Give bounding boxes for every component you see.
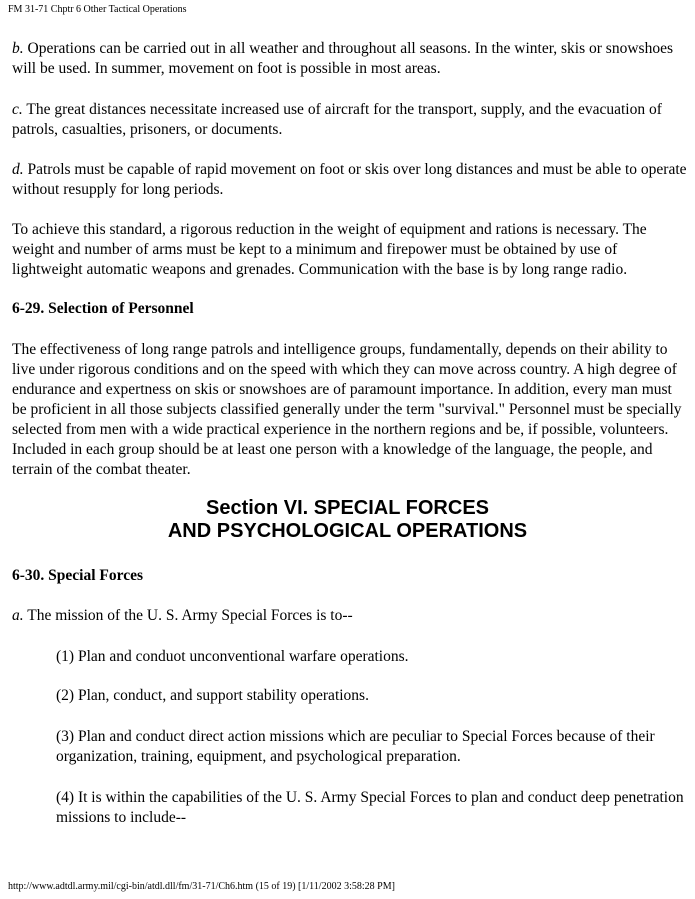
- page-header: FM 31-71 Chptr 6 Other Tactical Operations: [8, 4, 187, 15]
- paragraph-c-text: The great distances necessitate increased use of aircraft for the transport, supply, and the evacuation of patrols, casualties, prisoners, or documents.: [12, 101, 662, 138]
- mission-item-3: (3) Plan and conduct direct action missions which are peculiar to Special Forces because of their organization, training, equipment, and psychological preparation.: [56, 728, 655, 765]
- paragraph-b-lead: b.: [12, 40, 24, 57]
- paragraph-mission-lead: a.: [12, 607, 24, 624]
- section-title-line-1: Section VI. SPECIAL FORCES: [205, 497, 490, 519]
- paragraph-c-lead: c.: [12, 101, 23, 118]
- paragraph-d-text: Patrols must be capable of rapid movement on foot or skis over long distances and must be able to operate without resupply for long periods.: [12, 161, 687, 198]
- paragraph-d-lead: d.: [12, 161, 24, 178]
- paragraph-personnel: The effectiveness of long range patrols and intelligence groups, fundamentally, depends on their ability to live under rigorous conditions and on the speed with which they can move across country. A high degree of endurance and expertness on skis or snowshoes are of paramount importance. In addition, every man must be proficient in all those subjects classified generally under the term "survival." Personnel must be specially selected from men with a wide practical experience in the northern regions and be, if possible, volunteers. Included in each group should be at least one person with a knowledge of the language, the people, and terrain of the combat theater.: [12, 341, 682, 478]
- heading-selection-of-personnel: 6-29. Selection of Personnel: [12, 300, 194, 317]
- paragraph-standard: To achieve this standard, a rigorous reduction in the weight of equipment and rations is necessary. The weight and number of arms must be kept to a minimum and firepower must be obtained by use of lightweight automatic weapons and grenades. Communication with the base is by long range radio.: [12, 221, 647, 278]
- paragraph-c: [12, 100, 688, 140]
- heading-special-forces: 6-30. Special Forces: [12, 567, 144, 584]
- mission-item-4: (4) It is within the capabilities of the U. S. Army Special Forces to plan and conduct deep penetration missions to include--: [56, 789, 684, 826]
- paragraph-b-text: Operations can be carried out in all weather and throughout all seasons. In the winter, skis or snowshoes will be used. In summer, movement on foot is possible in most areas.: [12, 40, 673, 77]
- mission-item-2: (2) Plan, conduct, and support stability operations.: [56, 687, 369, 704]
- paragraph-d: [12, 160, 688, 200]
- section-title-line-2: AND PSYCHOLOGICAL OPERATIONS: [167, 520, 528, 542]
- paragraph-mission: [12, 606, 688, 626]
- paragraph-b: [12, 39, 688, 79]
- section-title: [0, 497, 695, 543]
- page-footer-url: http://www.adtdl.army.mil/cgi-bin/atdl.dll/fm/31-71/Ch6.htm (15 of 19) [1/11/2002 3:58:28 PM]: [8, 881, 395, 892]
- mission-item-1: (1) Plan and conduot unconventional warfare operations.: [56, 648, 409, 665]
- paragraph-mission-text: The mission of the U. S. Army Special Forces is to--: [23, 607, 353, 624]
